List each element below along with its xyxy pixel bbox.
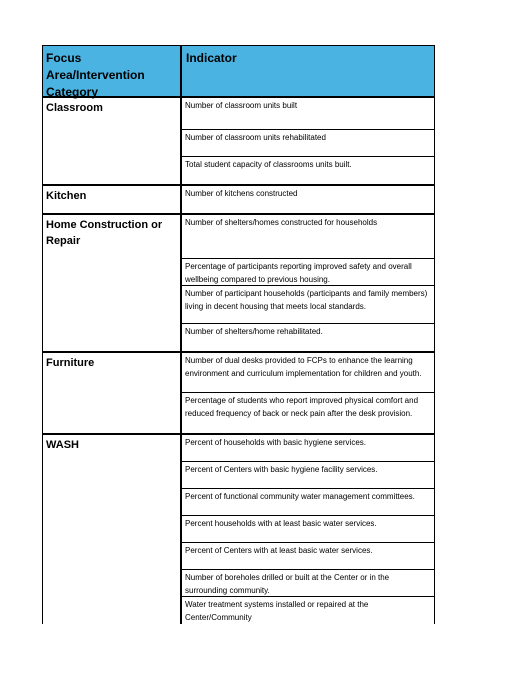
indicator-cell: Percentage of students who report improved physical comfort and reduced frequency of back or neck pain after the desk provision. [185, 396, 419, 418]
indicator-cell: Number of boreholes drilled or built at the Center or in the surrounding community. [182, 570, 434, 597]
header-focus-area: Focus Area/Intervention Category [43, 46, 182, 96]
indicator-cell: Number of shelters/home rehabilitated. [185, 327, 323, 336]
group-kitchen [42, 186, 435, 215]
focus-area-cell: WASH [43, 435, 182, 624]
group-classroom [42, 98, 435, 186]
table-header [42, 45, 435, 98]
indicator-cell: Total student capacity of classrooms units built. [185, 160, 352, 169]
group-furniture [42, 353, 435, 435]
focus-area-cell: Kitchen [43, 186, 182, 213]
indicator-cell: Percent of Centers with at least basic water services. [182, 543, 434, 570]
indicator-cell: Percent of functional community water management committees. [182, 489, 434, 516]
indicator-table [42, 45, 435, 624]
indicator-cell: Number of classroom units rehabilitated [182, 130, 434, 157]
focus-area-cell: Classroom [43, 98, 182, 184]
focus-area-cell: Furniture [43, 353, 182, 433]
indicator-cell: Percent households with at least basic water services. [182, 516, 434, 543]
indicator-cell: Number of dual desks provided to FCPs to enhance the learning environment and curriculum implementation for children and youth. [182, 353, 434, 393]
indicator-cell: Water treatment systems installed or repaired at the Center/Community [185, 600, 369, 622]
focus-area-cell: Home Construction or Repair [43, 215, 182, 351]
indicator-cell: Number of kitchens constructed [185, 189, 298, 198]
indicator-cell: Percent of Centers with basic hygiene facility services. [182, 462, 434, 489]
header-indicator: Indicator [186, 51, 237, 65]
indicator-cell: Percentage of participants reporting improved safety and overall wellbeing compared to previous housing. [182, 259, 434, 286]
indicator-cell: Number of shelters/homes constructed for households [182, 215, 434, 259]
indicator-cell: Number of participant households (participants and family members) living in decent housing that meets local standards. [182, 286, 434, 324]
indicator-cell: Number of classroom units built [182, 98, 434, 130]
group-home-construction [42, 215, 435, 353]
group-wash [42, 435, 435, 624]
indicator-cell: Percent of households with basic hygiene services. [182, 435, 434, 462]
